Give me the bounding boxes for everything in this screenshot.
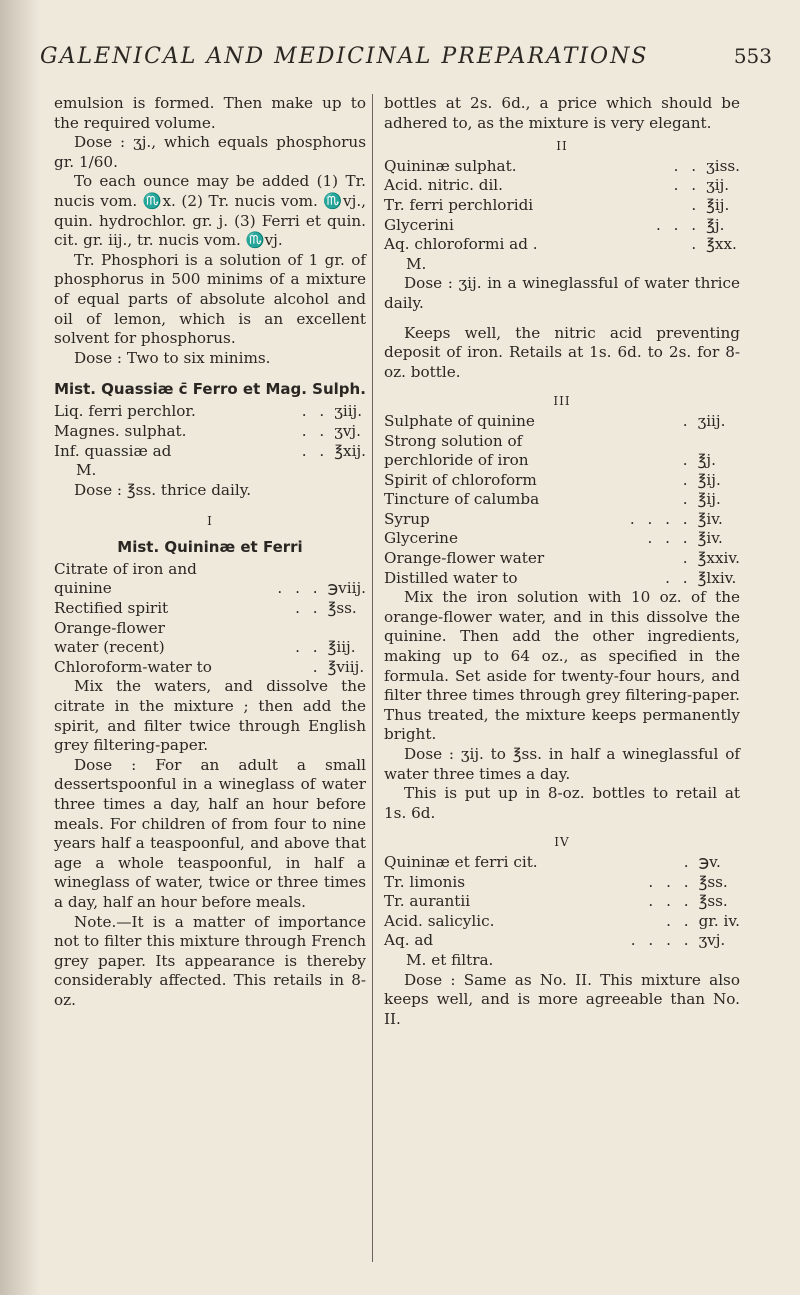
- leader-dots: .: [682, 549, 692, 568]
- leader-dots: . . .: [277, 579, 322, 598]
- ingredient-name: Sulphate of quinine: [384, 411, 535, 430]
- ingredient-qty: ℈v.: [698, 852, 721, 871]
- ingredient-row: [384, 412, 740, 432]
- left-column: [54, 94, 366, 1011]
- paragraph: Keeps well, the nitric acid preventing deposit of iron. Retails at 1s. 6d. to 2s. for 8-oz. bottle.: [384, 323, 740, 381]
- ingredient-row: [54, 402, 366, 422]
- ingredient-row: [384, 892, 740, 912]
- leader-dots: . . .: [648, 872, 693, 891]
- paragraph: Tr. Phosphori is a solution of 1 gr. of phosphorus in 500 minims of a mixture of equal parts of absolute alcohol and oil of lemon, which is an excellent solvent for phosphorus.: [54, 250, 366, 348]
- leader-dots: . .: [673, 176, 701, 195]
- dose-line: Dose : ʒij. to ℥ss. in half a wineglassful of water three times a day.: [384, 745, 740, 783]
- ingredient-name: Aq. ad: [384, 931, 434, 950]
- ingredient-table: [384, 157, 740, 255]
- ingredient-qty: ℥ij.: [697, 470, 721, 489]
- leader-dots: . . .: [656, 215, 701, 234]
- ingredient-row: [54, 658, 366, 678]
- dose-line: Dose : For an adult a small dessertspoonful in a wineglass of water three times a day, half an hour before meals. For children of from four to nine years half a teaspoonful, and above that age a whole teaspoonful, in half a wineglass of water, twice or three times a day, half an hour before meals.: [54, 755, 366, 911]
- ingredient-table: [54, 402, 366, 461]
- binding-shadow: [0, 0, 40, 1295]
- ingredient-row: [384, 157, 740, 177]
- leader-dots: . .: [295, 599, 322, 618]
- column-divider: [372, 94, 373, 1262]
- ingredient-name: Quininæ et ferri cit.: [384, 852, 538, 871]
- leader-dots: .: [682, 451, 692, 470]
- leader-dots: . .: [301, 441, 329, 460]
- leader-dots: .: [312, 657, 322, 676]
- leader-dots: .: [682, 411, 692, 430]
- paragraph: To each ounce may be added (1) Tr. nucis vom. ♏x. (2) Tr. nucis vom. ♏vj., quin. hydrochlor. gr. j. (3) Ferri et quin. cit. gr. iij., tr. nucis vom. ♏vj.: [54, 172, 366, 250]
- ingredient-qty: ℥xxiv.: [697, 549, 740, 568]
- formula-heading: Mist. Quassiæ c̄ Ferro et Mag. Sulph.: [54, 380, 366, 399]
- ingredient-qty: ʒvj.: [334, 421, 361, 440]
- ingredient-row: [384, 853, 740, 873]
- ingredient-name: Orange-flower water (recent): [54, 618, 165, 657]
- ingredient-name: Chloroform-water to: [54, 657, 212, 676]
- ingredient-qty: ʒiij.: [334, 402, 363, 421]
- ingredient-qty: ℥xij.: [334, 441, 366, 460]
- ingredient-qty: ℥viij.: [327, 657, 365, 676]
- dose-line: Dose : ʒj., which equals phosphorus gr. 1/60.: [54, 133, 366, 171]
- ingredient-name: Aq. chloroformi ad .: [384, 235, 538, 254]
- ingredient-row: [54, 619, 366, 658]
- leader-dots: . . .: [647, 529, 692, 548]
- ingredient-table: [384, 412, 740, 588]
- paragraph: Mix the iron solution with 10 oz. of the orange-flower water, and in this dissolve the quinine. Then add the other ingredients, making up to 64 oz., as specified in the formula. Set aside for twenty-four hours, and filter three times through grey filtering-paper. Thus treated, the mixture keeps permanently bright.: [384, 588, 740, 744]
- formula-number: II: [556, 139, 568, 154]
- ingredient-name: Orange-flower water: [384, 549, 545, 568]
- dose-line: Dose : Same as No. II. This mixture also keeps well, and is more agreeable than No. II.: [384, 970, 740, 1028]
- leader-dots: . . .: [648, 892, 693, 911]
- ingredient-qty: ℥ss.: [698, 872, 728, 891]
- ingredient-row: [54, 422, 366, 442]
- ingredient-qty: ℥iv.: [697, 509, 723, 528]
- ingredient-row: [384, 235, 740, 255]
- misce-label: M.: [76, 461, 97, 480]
- paragraph: This is put up in 8-oz. bottles to retail at 1s. 6d.: [384, 784, 740, 822]
- misce-label: M.: [406, 254, 427, 273]
- ingredient-name: Magnes. sulphat.: [54, 421, 187, 440]
- formula-number: I: [207, 514, 213, 529]
- ingredient-qty: ℥ij.: [697, 490, 721, 509]
- leader-dots: .: [683, 852, 693, 871]
- ingredient-qty: ʒij.: [706, 176, 730, 195]
- ingredient-row: [384, 529, 740, 549]
- ingredient-row: [384, 490, 740, 510]
- ingredient-name: Inf. quassiæ ad: [54, 441, 172, 460]
- ingredient-name: Quininæ sulphat.: [384, 156, 517, 175]
- dose-line: Dose : ℥ss. thrice daily.: [74, 480, 252, 499]
- ingredient-name: Acid. nitric. dil.: [384, 176, 503, 195]
- right-column: [384, 94, 740, 1029]
- ingredient-qty: ʒvj.: [698, 931, 726, 950]
- ingredient-name: Tr. ferri perchloridi: [384, 195, 534, 214]
- ingredient-row: [384, 549, 740, 569]
- formula-heading: Mist. Quininæ et Ferri: [117, 537, 303, 556]
- ingredient-row: [384, 569, 740, 589]
- leader-dots: . .: [301, 421, 329, 440]
- leader-dots: . . . .: [629, 509, 692, 528]
- ingredient-qty: ℥ss.: [327, 599, 357, 618]
- ingredient-row: [54, 560, 366, 599]
- ingredient-row: [384, 176, 740, 196]
- ingredient-name: Acid. salicylic.: [384, 911, 495, 930]
- leader-dots: . .: [301, 402, 329, 421]
- paragraph: Mix the waters, and dissolve the citrate in the mixture ; then add the spirit, and filter twice through English grey filtering-paper.: [54, 677, 366, 755]
- ingredient-name: Tr. limonis: [384, 872, 466, 891]
- leader-dots: . .: [666, 911, 693, 930]
- leader-dots: .: [682, 490, 692, 509]
- misce-label: M. et filtra.: [406, 950, 494, 969]
- dose-line: Dose : ʒij. in a wineglassful of water thrice daily.: [384, 274, 740, 312]
- ingredient-row: [54, 599, 366, 619]
- ingredient-name: Glycerine: [384, 529, 458, 548]
- formula-number: III: [553, 394, 571, 409]
- leader-dots: . . . .: [630, 931, 693, 950]
- ingredient-qty: ℥iv.: [697, 529, 723, 548]
- ingredient-qty: ℥j.: [697, 451, 716, 470]
- ingredient-table: [54, 560, 366, 678]
- running-header: [40, 44, 772, 69]
- ingredient-row: [384, 471, 740, 491]
- paragraph: emulsion is formed. Then make up to the required volume.: [54, 94, 366, 132]
- ingredient-row: [384, 432, 740, 471]
- ingredient-name: Spirit of chloroform: [384, 470, 537, 489]
- ingredient-qty: ℥iij.: [327, 638, 356, 657]
- ingredient-name: Strong solution of perchloride of iron: [384, 431, 529, 470]
- ingredient-name: Distilled water to: [384, 568, 518, 587]
- leader-dots: .: [691, 235, 701, 254]
- note-paragraph: Note.—It is a matter of importance not to filter this mixture through French grey paper. Its appearance is thereby considerably affected. This retails in 8-oz.: [54, 912, 366, 1009]
- ingredient-name: Syrup: [384, 509, 430, 528]
- ingredient-row: [384, 510, 740, 530]
- ingredient-name: Tincture of calumba: [384, 490, 540, 509]
- ingredient-qty: ℥xx.: [706, 235, 737, 254]
- leader-dots: . .: [665, 568, 692, 587]
- ingredient-qty: ʒiij.: [697, 411, 726, 430]
- ingredient-qty: gr. iv.: [698, 911, 740, 930]
- running-title: GALENICAL AND MEDICINAL PREPARATIONS: [40, 44, 649, 69]
- leader-dots: . .: [673, 156, 701, 175]
- leader-dots: . .: [295, 638, 322, 657]
- ingredient-name: Citrate of iron and quinine: [54, 559, 197, 598]
- ingredient-qty: ℥ij.: [706, 195, 730, 214]
- page-number: 553: [733, 44, 772, 68]
- formula-number: IV: [554, 835, 570, 850]
- ingredient-row: [384, 196, 740, 216]
- leader-dots: .: [691, 195, 701, 214]
- ingredient-name: Glycerini: [384, 215, 454, 234]
- ingredient-qty: ʒiss.: [706, 156, 740, 175]
- ingredient-row: [54, 442, 366, 462]
- ingredient-name: Tr. aurantii: [384, 892, 471, 911]
- ingredient-name: Liq. ferri perchlor.: [54, 402, 196, 421]
- paragraph: bottles at 2s. 6d., a price which should be adhered to, as the mixture is very elegant.: [384, 94, 740, 132]
- ingredient-qty: ℥ss.: [698, 892, 728, 911]
- ingredient-row: [384, 873, 740, 893]
- ingredient-qty: ℥j.: [706, 215, 725, 234]
- leader-dots: .: [682, 470, 692, 489]
- ingredient-row: [384, 216, 740, 236]
- ingredient-row: [384, 912, 740, 932]
- ingredient-name: Rectified spirit: [54, 599, 169, 618]
- dose-line: Dose : Two to six minims.: [74, 348, 271, 367]
- ingredient-row: [384, 931, 740, 951]
- ingredient-qty: ℈viij.: [327, 579, 366, 598]
- ingredient-qty: ℥lxiv.: [697, 568, 737, 587]
- ingredient-table: [384, 853, 740, 951]
